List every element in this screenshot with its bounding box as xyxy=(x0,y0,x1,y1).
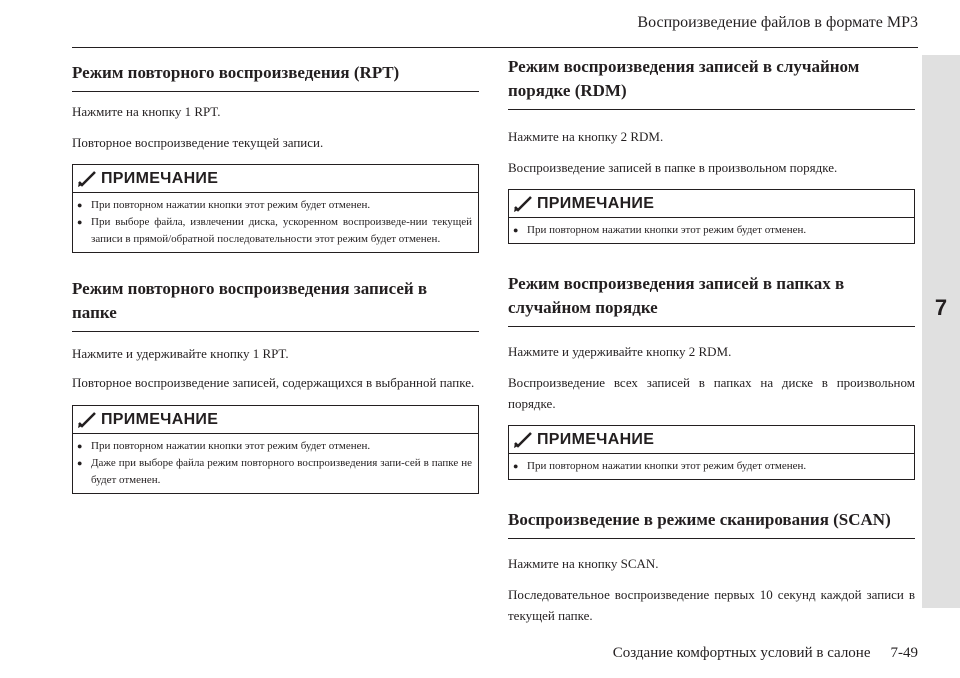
bullet-icon: ● xyxy=(77,441,83,451)
note-box-rpt xyxy=(72,164,479,253)
note-header xyxy=(509,426,914,454)
folder-rpt-description: Повторное воспроизведение записей, содержащихся в выбранной папке. xyxy=(72,375,475,390)
section-heading-folder-rdm: Режим воспроизведения записей в папках в случайном порядке xyxy=(508,272,915,327)
page-number: 7-49 xyxy=(890,645,918,661)
note-box-folder-rdm xyxy=(508,425,915,480)
left-column xyxy=(72,55,479,494)
rpt-instruction: Нажмите на кнопку 1 RPT. xyxy=(72,104,221,119)
pencil-icon xyxy=(77,170,97,188)
rdm-instruction: Нажмите на кнопку 2 RDM. xyxy=(508,129,664,144)
bullet-icon: ● xyxy=(77,458,83,468)
scan-description: Последовательное воспроизведение первых 10 секунд каждой записи в текущей папке. xyxy=(508,587,915,623)
note-body xyxy=(73,193,478,252)
note-body xyxy=(509,218,914,243)
page-header-title: Воспроизведение файлов в формате MP3 xyxy=(637,14,918,31)
note-item: ● При повторном нажатии кнопки этот режим будет отменен. xyxy=(77,197,472,214)
note-item: ● При повторном нажатии кнопки этот режим будет отменен. xyxy=(513,222,908,239)
note-label: ПРИМЕЧАНИЕ xyxy=(101,410,219,428)
note-label: ПРИМЕЧАНИЕ xyxy=(101,169,219,187)
pencil-icon xyxy=(513,195,533,213)
note-body xyxy=(73,434,478,493)
note-item: ● При выборе файла, извлечении диска, ускоренном воспроизведе-нии текущей записи в прямой/обратной последовательности этот режим будет отменен. xyxy=(77,214,472,248)
section-heading-rdm: Режим воспроизведения записей в случайном порядке (RDM) xyxy=(508,55,915,110)
note-box-rdm xyxy=(508,189,915,244)
bullet-icon: ● xyxy=(513,461,519,471)
bullet-icon: ● xyxy=(77,200,83,210)
note-item: ● При повторном нажатии кнопки этот режим будет отменен. xyxy=(77,438,472,455)
note-item: ● Даже при выборе файла режим повторного воспроизведения запи-сей в папке не будет отменен. xyxy=(77,455,472,489)
scan-instruction: Нажмите на кнопку SCAN. xyxy=(508,556,659,571)
folder-rdm-description: Воспроизведение всех записей в папках на диске в произвольном порядке. xyxy=(508,375,915,411)
right-column xyxy=(508,55,915,626)
note-item: ● При повторном нажатии кнопки этот режим будет отменен. xyxy=(513,458,908,475)
section-heading-scan: Воспроизведение в режиме сканирования (SCAN) xyxy=(508,508,915,539)
note-body xyxy=(509,454,914,479)
rpt-description: Повторное воспроизведение текущей записи. xyxy=(72,135,324,150)
chapter-tab xyxy=(922,55,960,608)
note-header xyxy=(73,165,478,193)
note-box-folder-rpt xyxy=(72,405,479,494)
note-label: ПРИМЕЧАНИЕ xyxy=(537,194,655,212)
pencil-icon xyxy=(513,431,533,449)
section-heading-rpt: Режим повторного воспроизведения (RPT) xyxy=(72,61,479,92)
note-label: ПРИМЕЧАНИЕ xyxy=(537,430,655,448)
pencil-icon xyxy=(77,411,97,429)
page-footer xyxy=(613,645,918,662)
chapter-number: 7 xyxy=(934,295,948,320)
header-rule xyxy=(72,47,918,48)
folder-rdm-instruction: Нажмите и удерживайте кнопку 2 RDM. xyxy=(508,344,732,359)
section-heading-folder-rpt: Режим повторного воспроизведения записей в папке xyxy=(72,277,479,332)
footer-section-title: Создание комфортных условий в салоне xyxy=(612,645,871,661)
folder-rpt-instruction: Нажмите и удерживайте кнопку 1 RPT. xyxy=(72,346,289,361)
rdm-description: Воспроизведение записей в папке в произвольном порядке. xyxy=(508,160,838,175)
note-header xyxy=(509,190,914,218)
note-header xyxy=(73,406,478,434)
bullet-icon: ● xyxy=(513,225,519,235)
bullet-icon: ● xyxy=(77,217,83,227)
